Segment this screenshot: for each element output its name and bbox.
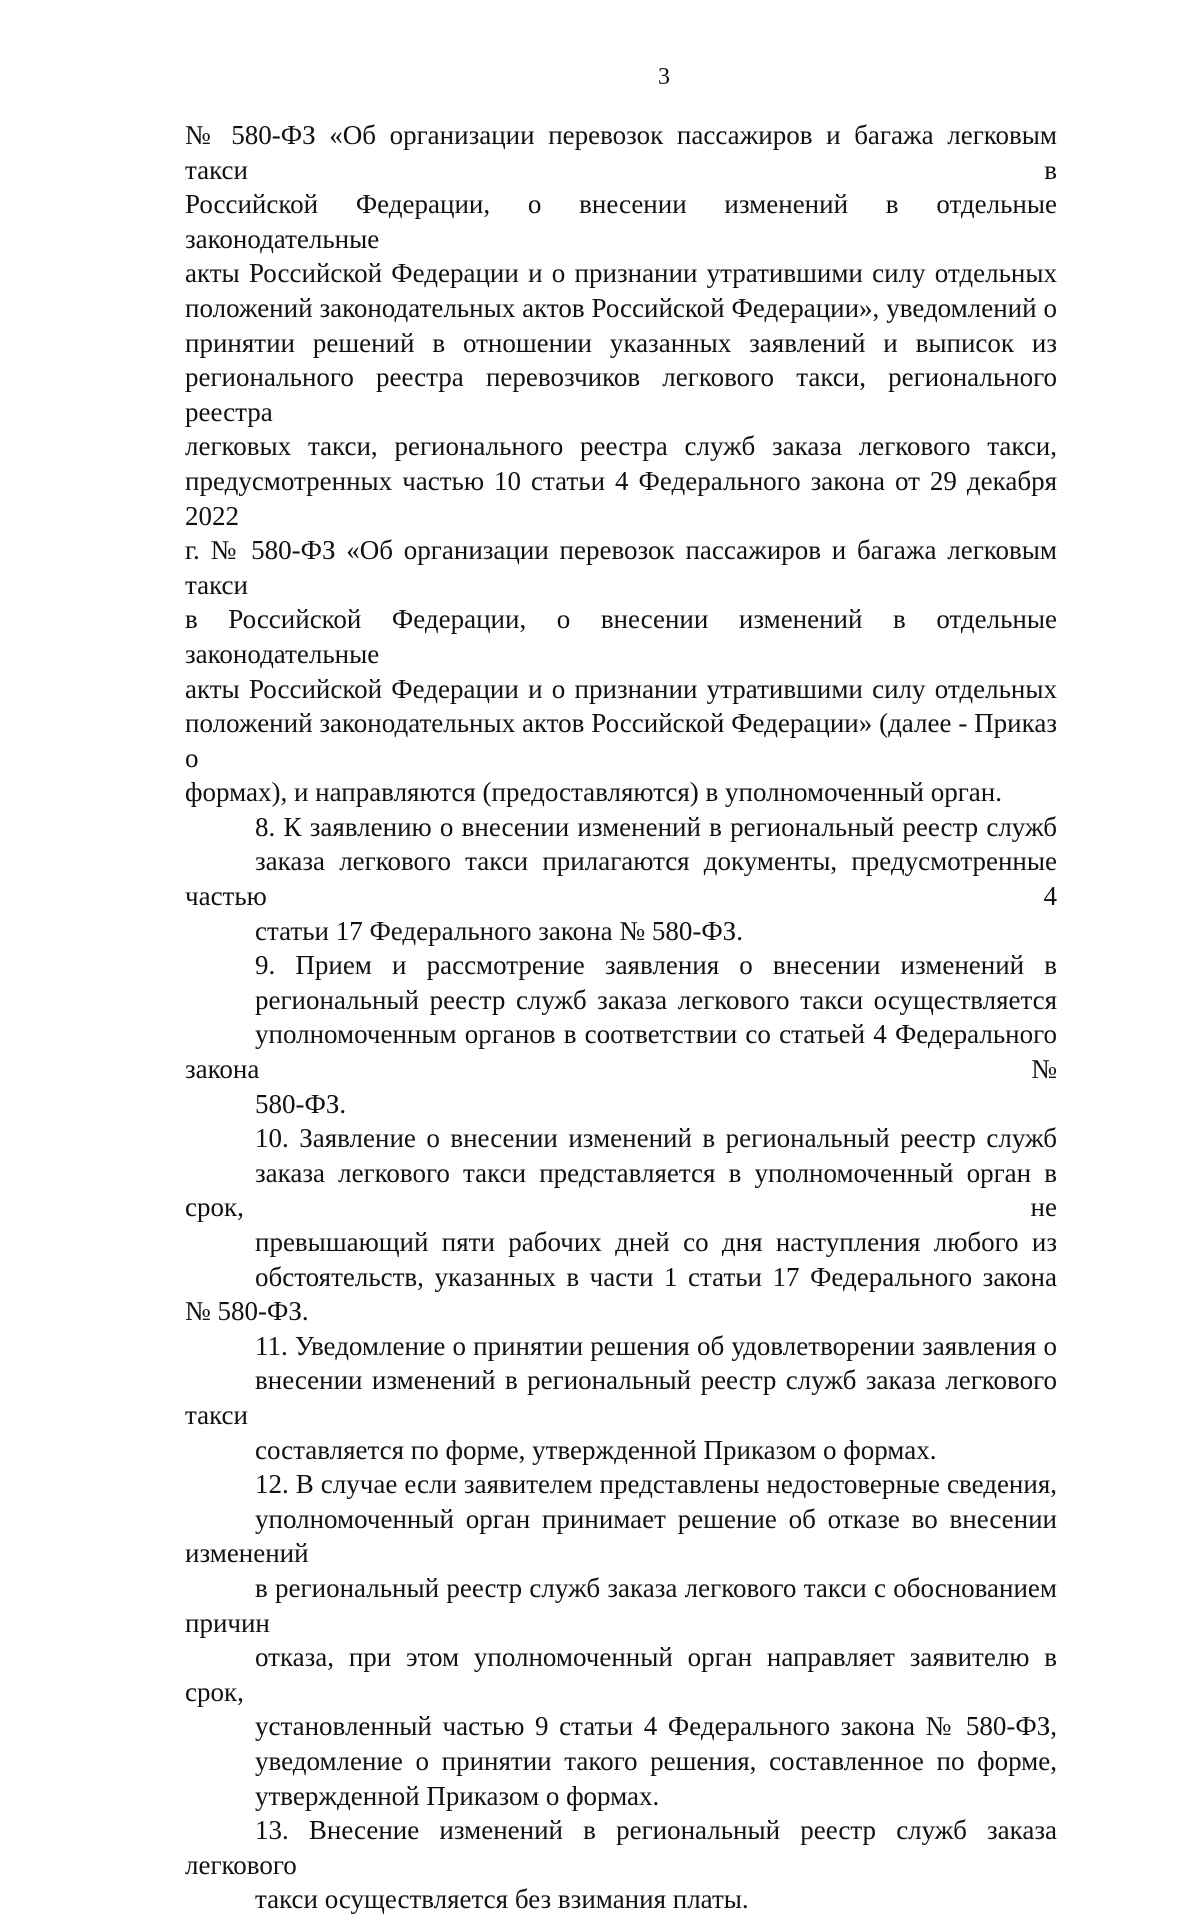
paragraph xyxy=(185,810,1057,948)
paragraph-line: легковых такси, регионального реестра служб заказа легкового такси, xyxy=(185,431,1057,462)
paragraph-line: положений законодательных актов Российской Федерации» (далее - Приказ о xyxy=(185,708,1057,773)
paragraph xyxy=(185,1329,1057,1467)
paragraph-line: 13. Внесение изменений в региональный реестр служб заказа легкового xyxy=(185,1815,1057,1880)
document-body xyxy=(185,118,1057,1917)
paragraph-line: обстоятельств, указанных в части 1 статьи 17 Федерального закона № 580-ФЗ. xyxy=(185,1261,1057,1327)
paragraph-line: региональный реестр служб заказа легкового такси осуществляется xyxy=(255,984,1057,1015)
paragraph-line: отказа, при этом уполномоченный орган направляет заявителю в срок, xyxy=(185,1642,1057,1707)
paragraph-line: акты Российской Федерации и о признании утратившими силу отдельных xyxy=(185,673,1057,704)
paragraph-line: в Российской Федерации, о внесении изменений в отдельные законодательные xyxy=(185,604,1057,669)
paragraph-line: акты Российской Федерации и о признании утратившими силу отдельных xyxy=(185,258,1057,289)
paragraph-line: 580-ФЗ. xyxy=(255,1088,347,1119)
paragraph-line: установленный частью 9 статьи 4 Федерального закона № 580-ФЗ, xyxy=(255,1711,1057,1742)
paragraph-line: превышающий пяти рабочих дней со дня наступления любого из xyxy=(255,1227,1057,1257)
paragraph-line: регионального реестра перевозчиков легкового такси, регионального реестра xyxy=(185,362,1057,427)
paragraph-line: утвержденной Приказом о формах. xyxy=(255,1780,660,1811)
paragraph xyxy=(185,1467,1057,1813)
paragraph-line: внесении изменений в региональный реестр служб заказа легкового такси xyxy=(185,1365,1057,1430)
paragraph-line: 11. Уведомление о принятии решения об удовлетворении заявления о xyxy=(255,1330,1057,1361)
paragraph-line: положений законодательных актов Российской Федерации», уведомлений о xyxy=(185,292,1057,323)
paragraph-line: статьи 17 Федерального закона № 580-ФЗ. xyxy=(255,915,743,946)
paragraph-line: формах), и направляются (предоставляются) в уполномоченный орган. xyxy=(185,777,1002,808)
paragraph-line: составляется по форме, утвержденной Приказом о формах. xyxy=(255,1434,937,1465)
paragraph-line: предусмотренных частью 10 статьи 4 Федерального закона от 29 декабря 2022 xyxy=(185,465,1057,531)
paragraph-line: заказа легкового такси прилагаются документы, предусмотренные частью 4 xyxy=(185,846,1057,912)
paragraph-line: Российской Федерации, о внесении изменений в отдельные законодательные xyxy=(185,189,1057,254)
paragraph-line: принятии решений в отношении указанных заявлений и выписок из xyxy=(185,327,1057,358)
paragraph-line: г. № 580-ФЗ «Об организации перевозок пассажиров и багажа легковым такси xyxy=(185,535,1057,600)
paragraph-line: уведомление о принятии такого решения, составленное по форме, xyxy=(255,1745,1057,1776)
paragraph-line: в региональный реестр служб заказа легкового такси с обоснованием причин xyxy=(185,1572,1057,1638)
paragraph-line: уполномоченным органов в соответствии со статьей 4 Федерального закона № xyxy=(185,1019,1057,1085)
page-number: 3 xyxy=(658,64,670,90)
paragraph-line: заказа легкового такси представляется в уполномоченный орган в срок, не xyxy=(185,1157,1057,1223)
paragraph-line: уполномоченный орган принимает решение об отказе во внесении изменений xyxy=(185,1503,1057,1569)
paragraph xyxy=(185,948,1057,1121)
paragraph-line: 10. Заявление о внесении изменений в региональный реестр служб xyxy=(255,1123,1057,1154)
paragraph xyxy=(185,1121,1057,1329)
paragraph xyxy=(185,118,1057,810)
paragraph xyxy=(185,1813,1057,1917)
paragraph-line: 12. В случае если заявителем представлены недостоверные сведения, xyxy=(255,1469,1057,1500)
paragraph-line: № 580-ФЗ «Об организации перевозок пассажиров и багажа легковым такси в xyxy=(185,120,1057,185)
paragraph-line: такси осуществляется без взимания платы. xyxy=(255,1884,749,1915)
paragraph-line: 8. К заявлению о внесении изменений в региональный реестр служб xyxy=(255,811,1057,842)
paragraph-line: 9. Прием и рассмотрение заявления о внесении изменений в xyxy=(255,950,1057,981)
